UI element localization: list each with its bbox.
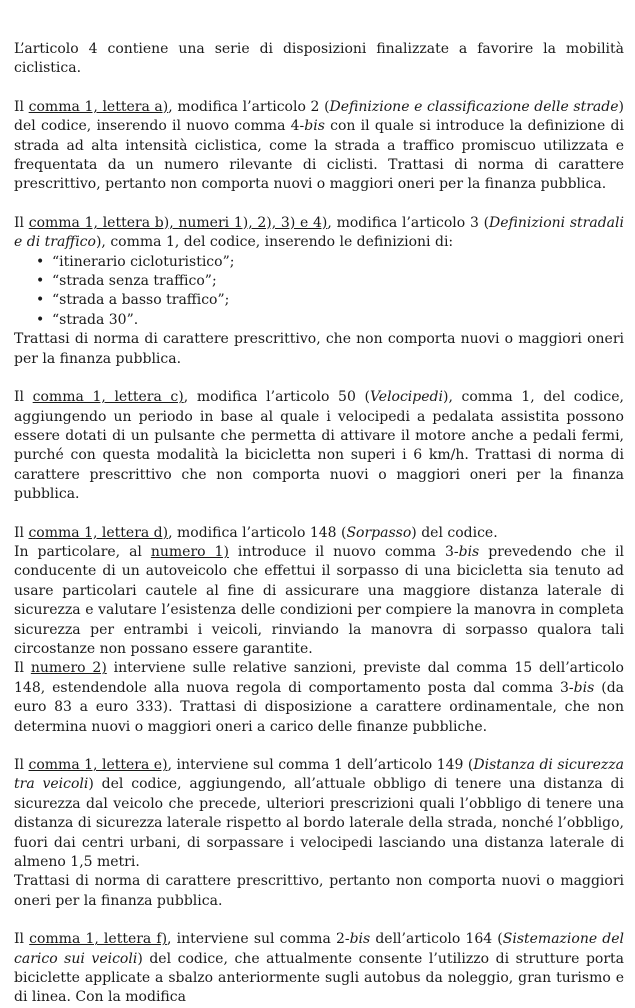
paragraph-lettera-b-conclusion: Trattasi di norma di carattere prescrittivo, che non comporta nuovi o maggiori oneri per la finanza pubblica. <box>14 331 624 367</box>
paragraph-lettera-f: Il comma 1, lettera f), interviene sul comma 2-bis dell’articolo 164 (Sistemazione del carico sui veicoli) del codice, che attualmente consente l’utilizzo di strutture porta biciclette applicate a sbalzo anteriormente sugli autobus da noleggio, gran turismo e di linea. Con la modifica <box>14 931 624 1006</box>
intro-paragraph: L’articolo 4 contiene una serie di disposizioni finalizzate a favorire la mobilità ciclistica. <box>14 41 624 77</box>
list-item: • “strada 30”. <box>36 311 624 330</box>
paragraph-lettera-b: Il comma 1, lettera b), numeri 1), 2), 3) e 4), modifica l’articolo 3 (Definizioni stradali e di traffico), comma 1, del codice, inserendo le definizioni di: <box>14 214 624 251</box>
paragraph-lettera-d: Il comma 1, lettera d), modifica l’articolo 148 (Sorpasso) del codice. <box>14 524 498 541</box>
ref-lettera-e: comma 1, lettera e) <box>28 757 168 773</box>
list-item: • “itinerario cicloturistico”; <box>36 253 624 272</box>
ref-numero-2: numero 2) <box>30 660 107 677</box>
paragraph-lettera-d-numero-1: In particolare, al numero 1) introduce il nuovo comma 3-bis prevedendo che il conducente di un autoveicolo che effettui il sorpasso di una bicicletta sia tenuto ad usare particolari cautele al fine di assicurare una maggiore distanza laterale di sicurezza e valutare l’esistenza delle condizioni per compiere la manovra in completa sicurezza per entrambi i veicoli, rinviando la manovra di sorpasso qualora tali circostanze non possano essere garantite. <box>14 543 624 657</box>
ref-numero-1: numero 1) <box>150 543 229 560</box>
paragraph-lettera-e-conclusion: Trattasi di norma di carattere prescrittivo, pertanto non comporta nuovi o maggiori oneri per la finanza pubblica. <box>14 873 624 909</box>
ref-lettera-b: comma 1, lettera b), numeri 1), 2), 3) e 4) <box>28 214 328 231</box>
definitions-list <box>14 253 624 331</box>
paragraph-lettera-c: Il comma 1, lettera c), modifica l’articolo 50 (Velocipedi), comma 1, del codice, aggiungendo un periodo in base al quale i velocipedi a pedalata assistita possono essere dotati di un pulsante che permetta di attivare il motore anche a pedali fermi, purché con questa modalità la bicicletta non superi i 6 km/h. Trattasi di norma di carattere prescrittivo che non comporta nuovi o maggiori oneri per la finanza pubblica. <box>14 389 624 503</box>
list-item: • “strada a basso traffico”; <box>36 291 624 310</box>
ref-lettera-c: comma 1, lettera c) <box>32 389 184 406</box>
paragraph-lettera-e: Il comma 1, lettera e), interviene sul comma 1 dell’articolo 149 (Distanza di sicurezza tra veicoli) del codice, aggiungendo, all’attuale obbligo di tenere una distanza di sicurezza dal veicolo che precede, ulteriori prescrizioni quali l’obbligo di tenere una distanza di sicurezza laterale rispetto al bordo laterale della strada, nonché l’obbligo, fuori dai centri urbani, di sorpassare i velocipedi lasciando una distanza laterale di almeno 1,5 metri. <box>14 757 624 871</box>
ref-lettera-a: comma 1, lettera a) <box>28 98 169 115</box>
ref-lettera-d: comma 1, lettera d) <box>28 524 169 541</box>
paragraph-lettera-a: Il comma 1, lettera a), modifica l’articolo 2 (Definizione e classificazione delle strade) del codice, inserendo il nuovo comma 4-bis con il quale si introduce la definizione di strada ad alta intensità ciclistica, come la strada a traffico promiscuo utilizzata e frequentata da un numero rilevante di ciclisti. Trattasi di norma di carattere prescrittivo, pertanto non comporta nuovi o maggiori oneri per la finanza pubblica. <box>14 98 624 193</box>
list-item: • “strada senza traffico”; <box>36 272 624 291</box>
document-page <box>14 40 624 1008</box>
paragraph-lettera-d-numero-2: Il numero 2) interviene sulle relative sanzioni, previste dal comma 15 dell’articolo 148, estendendole alla nuova regola di comportamento posta dal comma 3-bis (da euro 83 a euro 333). Trattasi di disposizione a carattere ordinamentale, che non determina nuovi o maggiori oneri a carico delle finanze pubbliche. <box>14 660 624 735</box>
ref-lettera-f: comma 1, lettera f) <box>29 931 168 948</box>
